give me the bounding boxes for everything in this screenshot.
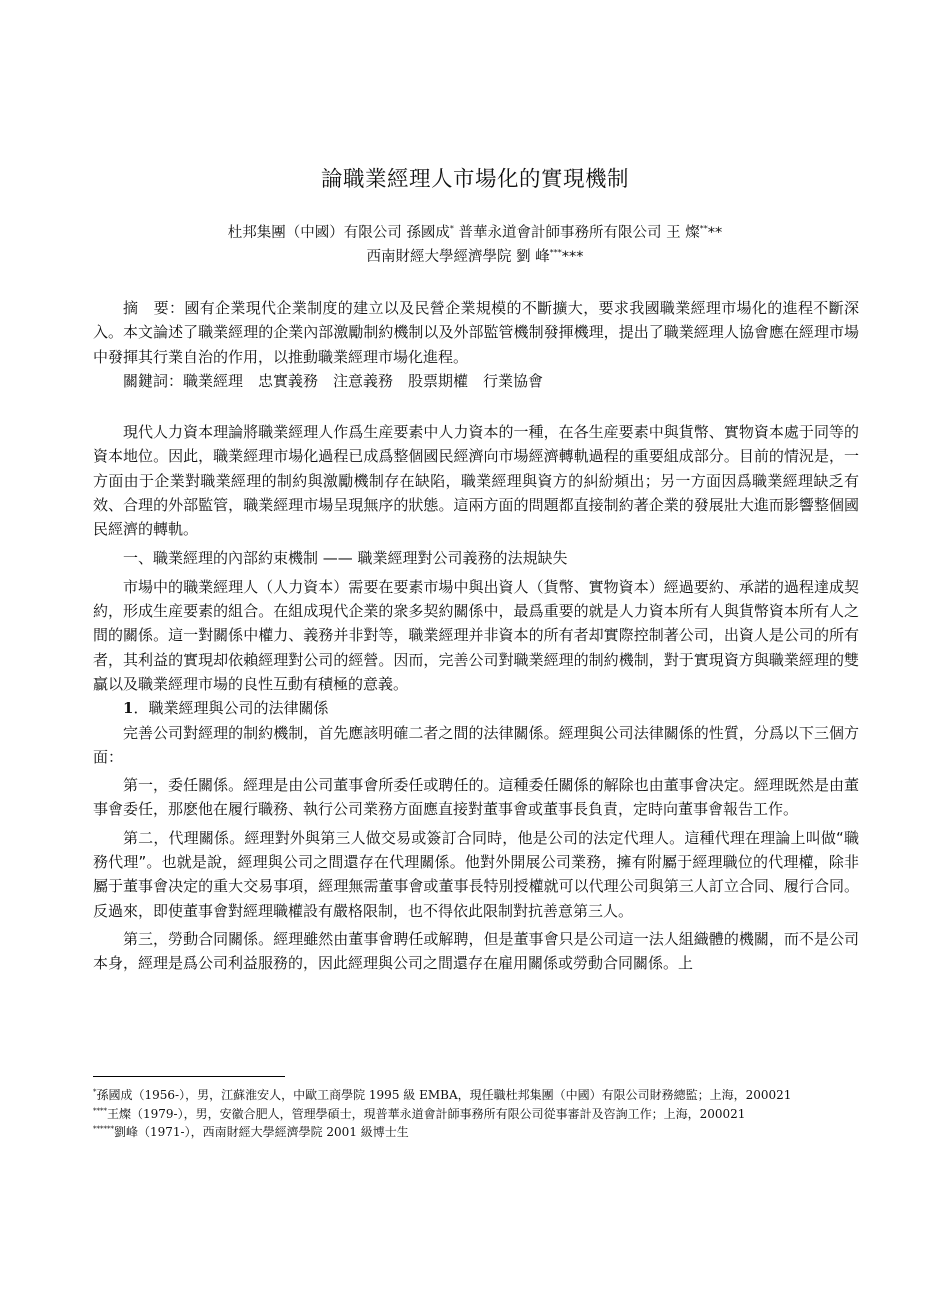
author-affiliation-1: 杜邦集團（中國）有限公司 孫國成	[227, 225, 450, 241]
footnote-mark: *	[93, 1088, 97, 1096]
subsection-title: ．職業經理與公司的法律關係	[133, 699, 329, 718]
body-paragraph: 第一，委任關係。經理是由公司董事會所委任或聘任的。這種委任關係的解除也由董事會决定。經理既然是由董事會委任，那麽他在履行職務、執行公司業務方面應直接對董事會或董事長負責，定時向董事會報告工作。	[93, 776, 859, 819]
author-affiliation-2: 普華永道會計師事務所有限公司 王 燦	[453, 225, 700, 241]
footnote-1	[93, 1085, 873, 1104]
subsection-number: 1	[123, 699, 134, 718]
main-body	[93, 420, 859, 976]
author-line-1	[0, 221, 950, 242]
abstract-paragraph: 摘 要：國有企業現代企業制度的建立以及民營企業規模的不斷擴大，要求我國職業經理市場化的進程不斷深入。本文論述了職業經理的企業內部激勵制約機制以及外部監管機制發揮機理，提出了職業經理人協會應在經理市場中發揮其行業自治的作用，以推動職業經理市場化進程。	[93, 299, 859, 366]
footnote-text: 王燦（1979-），男，安徽合肥人，管理學碩士，現普華永道會計師事務所有限公司從事審計及咨詢工作；上海，200021	[107, 1106, 746, 1121]
author-suffix: ***	[561, 249, 584, 265]
body-paragraph: 第二，代理關係。經理對外與第三人做交易或簽訂合同時，他是公司的法定代理人。這種代理在理論上叫做“職務代理”。也就是說，經理與公司之間還存在代理關係。他對外開展公司業務，擁有附屬于經理職位的代理權，除非屬于董事會决定的重大交易事項，經理無需董事會或董事長特別授權就可以代理公司與第三人訂立合同、履行合同。反過來，即使董事會對經理職權設有嚴格限制，也不得依此限制對抗善意第三人。	[93, 828, 859, 920]
abstract-block	[93, 296, 859, 393]
footnote-text: 孫國成（1956-），男，江蘇淮安人，中歐工商學院 1995 級 EMBA，現任職杜邦集團（中國）有限公司財務總監；上海，200021	[96, 1088, 792, 1102]
author-affiliation-3: 西南財經大學經濟學院 劉 峰	[366, 249, 550, 265]
body-paragraph: 第三，勞動合同關係。經理雖然由董事會聘任或解聘，但是董事會只是公司這一法人組織體的機關，而不是公司本身，經理是爲公司利益服務的，因此經理與公司之間還存在雇用關係或勞動合同關係。上	[93, 929, 859, 973]
section-heading: 一、職業經理的內部約束機制 —— 職業經理對公司義務的法規缺失	[123, 549, 568, 568]
footnote-mark: ****	[93, 1106, 107, 1115]
footnote-3	[93, 1122, 873, 1141]
footnote-2	[93, 1104, 873, 1123]
body-paragraph: 市場中的職業經理人（人力資本）需要在要素市場中與出資人（貨幣、實物資本）經過要約、承諾的過程達成契約，形成生産要素的組合。在組成現代企業的衆多契約關係中，最爲重要的就是人力資本所有人與貨幣資本所有人之間的關係。這一對關係中權力、義務并非對等，職業經理并非資本的所有者却實際控制著公司，出資人是公司的所有者，其利益的實現却依賴經理對公司的經營。因而，完善公司對職業經理的制約機制，對于實現資方與職業經理的雙贏以及職業經理市場的良性互動有積極的意義。	[93, 577, 859, 693]
author-line-2	[0, 245, 950, 266]
body-paragraph: 完善公司對經理的制約機制，首先應該明確二者之間的法律關係。經理與公司法律關係的性質，分爲以下三個方面：	[93, 723, 859, 766]
footnote-mark: ******	[93, 1125, 114, 1134]
footnotes	[93, 1085, 873, 1141]
footnote-mark: *	[449, 224, 454, 234]
footnote-mark: ***	[549, 248, 562, 258]
author-suffix: **	[707, 225, 723, 241]
intro-paragraph: 現代人力資本理論將職業經理人作爲生産要素中人力資本的一種，在各生産要素中與貨幣、實物資本處于同等的資本地位。因此，職業經理市場化過程已成爲整個國民經濟向市場經濟轉軌過程的重要組成部分。目前的情況是，一方面由于企業對職業經理的制約與激勵機制存在缺陷，職業經理與資方的糾紛頻出；另一方面因爲職業經理缺乏有效、合理的外部監管，職業經理市場呈現無序的狀態。這兩方面的問題都直接制約著企業的發展壯大進而影響整個國民經濟的轉軌。	[93, 423, 859, 539]
subsection-heading	[93, 696, 859, 720]
footnote-mark: **	[699, 224, 708, 234]
footnote-text: 劉峰（1971-），西南財經大學經濟學院 2001 級博士生	[114, 1125, 409, 1140]
paper-title: 論職業經理人市場化的實現機制	[320, 167, 629, 192]
footnote-divider	[93, 1076, 285, 1077]
keywords-line: 關鍵詞：職業經理 忠實義務 注意義務 股票期權 行業協會	[123, 371, 544, 390]
